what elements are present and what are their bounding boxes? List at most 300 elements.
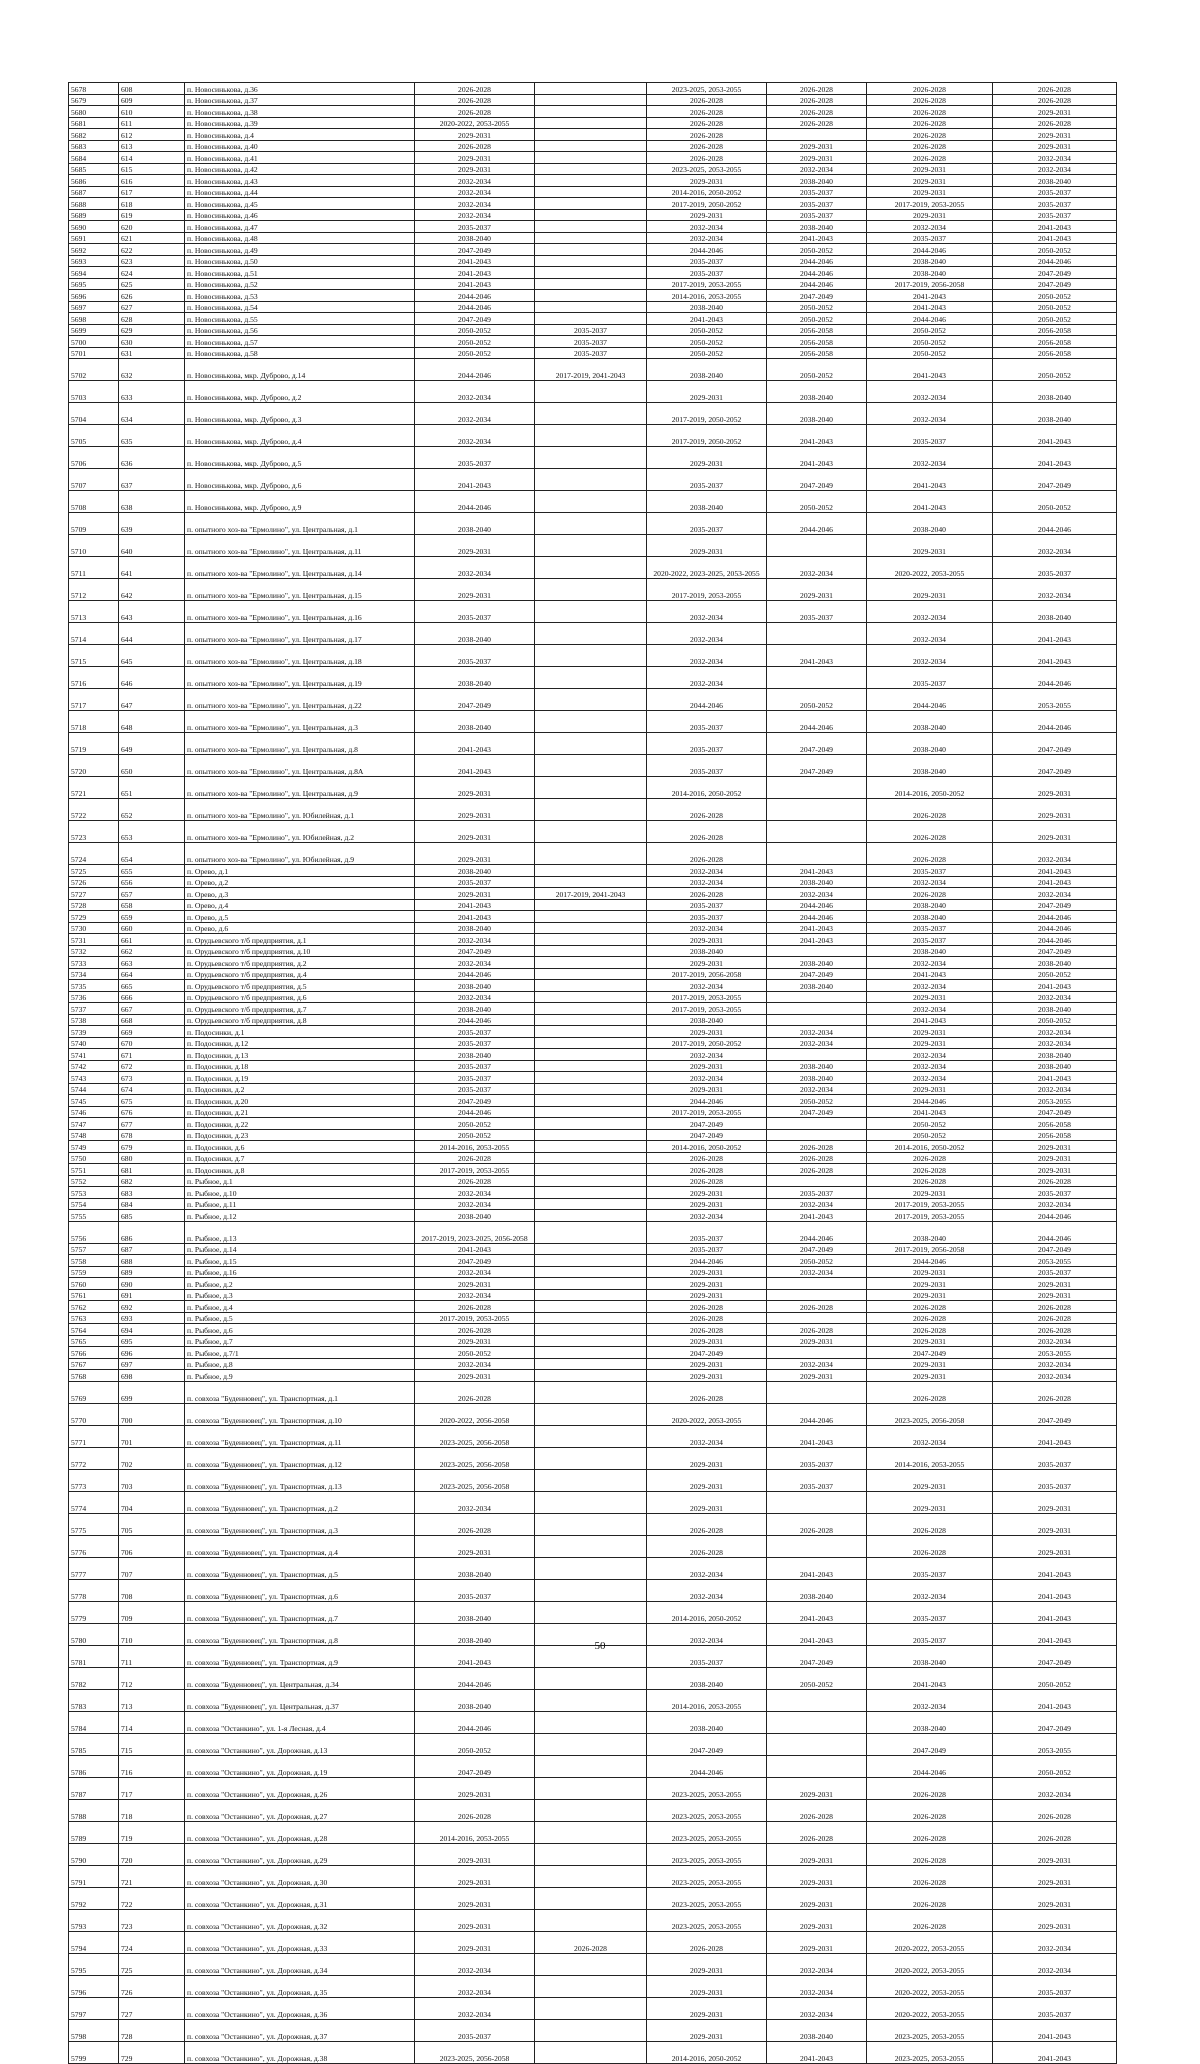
cell-period-5: 2026-2028 xyxy=(867,83,993,95)
cell-address: п. Рыбное, д.9 xyxy=(185,1370,415,1382)
cell-period-6: 2047-2049 xyxy=(993,267,1117,279)
cell-period-4: 2032-2034 xyxy=(767,1358,867,1370)
cell-period-1: 2035-2037 xyxy=(415,1037,535,1049)
cell-period-1: 2032-2034 xyxy=(415,1491,535,1513)
cell-row-number: 5782 xyxy=(69,1667,119,1689)
cell-period-6: 2038-2040 xyxy=(993,1049,1117,1061)
cell-row-number: 5787 xyxy=(69,1777,119,1799)
cell-period-4: 2032-2034 xyxy=(767,1975,867,1997)
cell-period-2 xyxy=(535,934,647,946)
cell-item-number: 669 xyxy=(119,1026,185,1038)
cell-period-2 xyxy=(535,535,647,557)
cell-period-4 xyxy=(767,1733,867,1755)
cell-period-4: 2032-2034 xyxy=(767,1266,867,1278)
table-row xyxy=(69,579,1117,601)
cell-period-5: 2032-2034 xyxy=(867,1689,993,1711)
cell-period-5: 2032-2034 xyxy=(867,381,993,403)
cell-address: п. Новосинькова, д.42 xyxy=(185,163,415,175)
cell-period-2 xyxy=(535,1711,647,1733)
cell-row-number: 5686 xyxy=(69,175,119,187)
cell-row-number: 5776 xyxy=(69,1535,119,1557)
cell-period-2 xyxy=(535,1141,647,1153)
cell-address: п. опытного хоз-ва "Ермолино", ул. Центральная, д.8 xyxy=(185,733,415,755)
cell-period-5: 2044-2046 xyxy=(867,1755,993,1777)
cell-period-3: 2026-2028 xyxy=(647,821,767,843)
cell-period-2 xyxy=(535,957,647,969)
cell-period-2 xyxy=(535,1821,647,1843)
cell-period-2 xyxy=(535,601,647,623)
cell-period-2 xyxy=(535,425,647,447)
cell-period-1: 2035-2037 xyxy=(415,601,535,623)
cell-period-6: 2047-2049 xyxy=(993,945,1117,957)
table-row xyxy=(69,1579,1117,1601)
cell-item-number: 625 xyxy=(119,278,185,290)
table-row xyxy=(69,447,1117,469)
cell-period-6: 2041-2043 xyxy=(993,425,1117,447)
cell-item-number: 616 xyxy=(119,175,185,187)
cell-item-number: 636 xyxy=(119,447,185,469)
cell-item-number: 654 xyxy=(119,843,185,865)
table-row xyxy=(69,1083,1117,1095)
cell-period-1: 2026-2028 xyxy=(415,1152,535,1164)
table-row xyxy=(69,689,1117,711)
cell-period-3: 2017-2019, 2050-2052 xyxy=(647,198,767,210)
cell-period-5: 2029-2031 xyxy=(867,1469,993,1491)
cell-period-1: 2032-2034 xyxy=(415,186,535,198)
cell-period-1: 2017-2019, 2053-2055 xyxy=(415,1164,535,1176)
cell-period-4: 2047-2049 xyxy=(767,968,867,980)
table-row xyxy=(69,1370,1117,1382)
cell-period-3: 2032-2034 xyxy=(647,601,767,623)
cell-period-3: 2032-2034 xyxy=(647,667,767,689)
cell-address: п. совхоза "Буденновец", ул. Транспортная, д.12 xyxy=(185,1447,415,1469)
cell-period-4 xyxy=(767,1381,867,1403)
cell-address: п. Орево, д.3 xyxy=(185,888,415,900)
cell-period-3: 2023-2025, 2053-2055 xyxy=(647,1799,767,1821)
cell-period-5: 2026-2028 xyxy=(867,1777,993,1799)
cell-period-4: 2032-2034 xyxy=(767,1953,867,1975)
cell-item-number: 659 xyxy=(119,911,185,923)
cell-period-4: 2026-2028 xyxy=(767,83,867,95)
cell-period-5: 2029-2031 xyxy=(867,163,993,175)
cell-item-number: 675 xyxy=(119,1095,185,1107)
cell-period-6: 2041-2043 xyxy=(993,623,1117,645)
cell-period-1: 2023-2025, 2056-2058 xyxy=(415,1469,535,1491)
cell-address: п. опытного хоз-ва "Ермолино", ул. Юбилейная, д.1 xyxy=(185,799,415,821)
cell-address: п. совхоза "Буденновец", ул. Транспортная, д.1 xyxy=(185,1381,415,1403)
table-row xyxy=(69,324,1117,336)
cell-period-4 xyxy=(767,1003,867,1015)
cell-period-3: 2026-2028 xyxy=(647,799,767,821)
cell-address: п. Орево, д.1 xyxy=(185,865,415,877)
cell-row-number: 5720 xyxy=(69,755,119,777)
cell-period-5: 2047-2049 xyxy=(867,1733,993,1755)
cell-period-3: 2026-2028 xyxy=(647,888,767,900)
cell-period-2 xyxy=(535,1060,647,1072)
cell-row-number: 5710 xyxy=(69,535,119,557)
cell-period-2 xyxy=(535,152,647,164)
cell-address: п. совхоза "Останкино", ул. Дорожная, д.32 xyxy=(185,1909,415,1931)
cell-period-4: 2047-2049 xyxy=(767,290,867,302)
cell-period-6: 2041-2043 xyxy=(993,232,1117,244)
cell-row-number: 5717 xyxy=(69,689,119,711)
table-row xyxy=(69,2041,1117,2063)
cell-period-5: 2035-2037 xyxy=(867,934,993,946)
cell-period-4: 2044-2046 xyxy=(767,513,867,535)
cell-period-2 xyxy=(535,1513,647,1535)
cell-period-3: 2014-2016, 2050-2052 xyxy=(647,186,767,198)
cell-period-2 xyxy=(535,1198,647,1210)
cell-row-number: 5785 xyxy=(69,1733,119,1755)
cell-address: п. совхоза "Останкино", ул. Дорожная, д.30 xyxy=(185,1865,415,1887)
cell-address: п. Новосинькова, д.51 xyxy=(185,267,415,279)
cell-period-2 xyxy=(535,469,647,491)
table-row xyxy=(69,1141,1117,1153)
cell-period-6: 2050-2052 xyxy=(993,1014,1117,1026)
cell-period-4: 2038-2040 xyxy=(767,1579,867,1601)
cell-period-3: 2032-2034 xyxy=(647,1049,767,1061)
cell-period-1: 2044-2046 xyxy=(415,968,535,980)
cell-period-2 xyxy=(535,301,647,313)
cell-period-5: 2032-2034 xyxy=(867,1060,993,1072)
table-row xyxy=(69,1060,1117,1072)
cell-period-5: 2026-2028 xyxy=(867,1887,993,1909)
cell-period-5: 2029-2031 xyxy=(867,1026,993,1038)
cell-item-number: 661 xyxy=(119,934,185,946)
cell-period-6: 2029-2031 xyxy=(993,1843,1117,1865)
table-row xyxy=(69,1129,1117,1141)
cell-period-3: 2026-2028 xyxy=(647,129,767,141)
cell-row-number: 5727 xyxy=(69,888,119,900)
cell-period-5: 2026-2028 xyxy=(867,1821,993,1843)
cell-address: п. совхоза "Останкино", ул. Дорожная, д.29 xyxy=(185,1843,415,1865)
cell-address: п. Рыбное, д.8 xyxy=(185,1358,415,1370)
cell-period-5: 2038-2040 xyxy=(867,255,993,267)
cell-period-6: 2038-2040 xyxy=(993,403,1117,425)
table-row xyxy=(69,1152,1117,1164)
cell-period-2 xyxy=(535,911,647,923)
cell-period-2 xyxy=(535,733,647,755)
table-row xyxy=(69,667,1117,689)
cell-period-6: 2050-2052 xyxy=(993,313,1117,325)
cell-period-4: 2041-2043 xyxy=(767,2041,867,2063)
cell-address: п. совхоза "Останкино", ул. Дорожная, д.35 xyxy=(185,1975,415,1997)
cell-period-5: 2032-2034 xyxy=(867,1425,993,1447)
cell-period-1: 2038-2040 xyxy=(415,865,535,877)
cell-period-5: 2029-2031 xyxy=(867,1289,993,1301)
cell-period-4: 2032-2034 xyxy=(767,557,867,579)
table-row xyxy=(69,934,1117,946)
cell-period-3: 2029-2031 xyxy=(647,1198,767,1210)
table-row xyxy=(69,899,1117,911)
cell-period-4: 2038-2040 xyxy=(767,1060,867,1072)
cell-period-5: 2026-2028 xyxy=(867,1381,993,1403)
cell-period-5: 2020-2022, 2053-2055 xyxy=(867,1953,993,1975)
cell-row-number: 5689 xyxy=(69,209,119,221)
cell-period-5: 2026-2028 xyxy=(867,1843,993,1865)
cell-period-4: 2047-2049 xyxy=(767,469,867,491)
cell-period-5: 2044-2046 xyxy=(867,1095,993,1107)
cell-item-number: 691 xyxy=(119,1289,185,1301)
cell-period-6: 2029-2031 xyxy=(993,129,1117,141)
cell-address: п. Новосинькова, д.50 xyxy=(185,255,415,267)
cell-item-number: 627 xyxy=(119,301,185,313)
cell-row-number: 5752 xyxy=(69,1175,119,1187)
cell-address: п. совхоза "Останкино", ул. Дорожная, д.36 xyxy=(185,1997,415,2019)
table-row xyxy=(69,911,1117,923)
cell-period-5: 2017-2019, 2056-2058 xyxy=(867,1243,993,1255)
cell-item-number: 666 xyxy=(119,991,185,1003)
cell-period-6: 2041-2043 xyxy=(993,1425,1117,1447)
cell-period-6: 2038-2040 xyxy=(993,1060,1117,1072)
cell-period-5: 2032-2034 xyxy=(867,623,993,645)
cell-period-5: 2026-2028 xyxy=(867,843,993,865)
cell-period-1: 2032-2034 xyxy=(415,1289,535,1301)
cell-period-6: 2032-2034 xyxy=(993,991,1117,1003)
cell-item-number: 619 xyxy=(119,209,185,221)
cell-row-number: 5746 xyxy=(69,1106,119,1118)
cell-period-1: 2038-2040 xyxy=(415,623,535,645)
cell-period-4: 2041-2043 xyxy=(767,1557,867,1579)
cell-row-number: 5764 xyxy=(69,1324,119,1336)
cell-item-number: 652 xyxy=(119,799,185,821)
cell-address: п. Новосинькова, д.40 xyxy=(185,140,415,152)
cell-period-4: 2047-2049 xyxy=(767,733,867,755)
cell-row-number: 5788 xyxy=(69,1799,119,1821)
cell-row-number: 5708 xyxy=(69,491,119,513)
cell-period-1: 2029-2031 xyxy=(415,1865,535,1887)
cell-period-6: 2032-2034 xyxy=(993,535,1117,557)
cell-period-6: 2026-2028 xyxy=(993,1799,1117,1821)
cell-period-3: 2020-2022, 2023-2025, 2053-2055 xyxy=(647,557,767,579)
cell-address: п. Подосинки, д.2 xyxy=(185,1083,415,1095)
cell-row-number: 5739 xyxy=(69,1026,119,1038)
cell-period-5: 2026-2028 xyxy=(867,94,993,106)
cell-period-1: 2032-2034 xyxy=(415,1187,535,1199)
cell-period-4: 2026-2028 xyxy=(767,106,867,118)
cell-period-5: 2029-2031 xyxy=(867,175,993,187)
cell-address: п. Подосинки, д.13 xyxy=(185,1049,415,1061)
cell-period-3: 2044-2046 xyxy=(647,1095,767,1107)
cell-period-4: 2032-2034 xyxy=(767,1198,867,1210)
cell-row-number: 5775 xyxy=(69,1513,119,1535)
cell-period-1: 2032-2034 xyxy=(415,1358,535,1370)
cell-period-6: 2035-2037 xyxy=(993,1187,1117,1199)
cell-period-1: 2047-2049 xyxy=(415,1095,535,1107)
cell-period-2 xyxy=(535,209,647,221)
cell-period-2 xyxy=(535,711,647,733)
cell-item-number: 719 xyxy=(119,1821,185,1843)
cell-row-number: 5773 xyxy=(69,1469,119,1491)
cell-period-5: 2044-2046 xyxy=(867,313,993,325)
table-row xyxy=(69,1755,1117,1777)
cell-period-2 xyxy=(535,980,647,992)
cell-address: п. Орудьевского т/б предприятия, д.4 xyxy=(185,968,415,980)
cell-period-6: 2047-2049 xyxy=(993,1243,1117,1255)
cell-row-number: 5701 xyxy=(69,347,119,359)
cell-row-number: 5704 xyxy=(69,403,119,425)
cell-row-number: 5723 xyxy=(69,821,119,843)
table-row xyxy=(69,991,1117,1003)
table-row xyxy=(69,711,1117,733)
cell-period-1: 2050-2052 xyxy=(415,1129,535,1141)
cell-period-3: 2023-2025, 2053-2055 xyxy=(647,1777,767,1799)
cell-period-3: 2035-2037 xyxy=(647,733,767,755)
table-row xyxy=(69,336,1117,348)
cell-row-number: 5777 xyxy=(69,1557,119,1579)
cell-period-2 xyxy=(535,1799,647,1821)
cell-period-5: 2026-2028 xyxy=(867,1301,993,1313)
cell-address: п. совхоза "Останкино", ул. Дорожная, д.31 xyxy=(185,1887,415,1909)
cell-address: п. Новосинькова, д.53 xyxy=(185,290,415,302)
cell-period-2 xyxy=(535,991,647,1003)
cell-period-5: 2038-2040 xyxy=(867,711,993,733)
cell-period-2 xyxy=(535,117,647,129)
cell-item-number: 610 xyxy=(119,106,185,118)
cell-period-5: 2038-2040 xyxy=(867,899,993,911)
cell-address: п. Рыбное, д.13 xyxy=(185,1221,415,1243)
cell-period-2 xyxy=(535,1370,647,1382)
cell-item-number: 649 xyxy=(119,733,185,755)
cell-period-1: 2041-2043 xyxy=(415,255,535,267)
cell-item-number: 660 xyxy=(119,922,185,934)
cell-period-1: 2050-2052 xyxy=(415,324,535,336)
cell-address: п. Новосинькова, мкр. Дуброво, д.5 xyxy=(185,447,415,469)
cell-period-5: 2050-2052 xyxy=(867,336,993,348)
cell-period-6: 2032-2034 xyxy=(993,1037,1117,1049)
cell-period-1: 2032-2034 xyxy=(415,1953,535,1975)
cell-row-number: 5759 xyxy=(69,1266,119,1278)
cell-period-5: 2017-2019, 2053-2055 xyxy=(867,1210,993,1222)
cell-period-4: 2032-2034 xyxy=(767,1083,867,1095)
cell-row-number: 5772 xyxy=(69,1447,119,1469)
cell-period-5: 2032-2034 xyxy=(867,876,993,888)
cell-period-3: 2017-2019, 2053-2055 xyxy=(647,991,767,1003)
cell-address: п. совхоза "Буденновец", ул. Транспортная, д.8 xyxy=(185,1623,415,1645)
cell-period-3: 2038-2040 xyxy=(647,1711,767,1733)
table-row xyxy=(69,755,1117,777)
cell-row-number: 5771 xyxy=(69,1425,119,1447)
cell-period-6: 2044-2046 xyxy=(993,711,1117,733)
cell-period-2: 2017-2019, 2041-2043 xyxy=(535,359,647,381)
cell-period-6: 2032-2034 xyxy=(993,1358,1117,1370)
cell-period-4: 2038-2040 xyxy=(767,2019,867,2041)
cell-period-3: 2026-2028 xyxy=(647,1301,767,1313)
cell-item-number: 690 xyxy=(119,1278,185,1290)
cell-period-1: 2038-2040 xyxy=(415,711,535,733)
cell-item-number: 703 xyxy=(119,1469,185,1491)
cell-period-1: 2044-2046 xyxy=(415,301,535,313)
cell-item-number: 721 xyxy=(119,1865,185,1887)
cell-period-2 xyxy=(535,1175,647,1187)
cell-period-3: 2029-2031 xyxy=(647,1278,767,1290)
cell-row-number: 5791 xyxy=(69,1865,119,1887)
cell-period-2 xyxy=(535,1381,647,1403)
cell-item-number: 698 xyxy=(119,1370,185,1382)
cell-period-3: 2032-2034 xyxy=(647,645,767,667)
cell-item-number: 713 xyxy=(119,1689,185,1711)
cell-item-number: 609 xyxy=(119,94,185,106)
cell-period-1: 2038-2040 xyxy=(415,1210,535,1222)
cell-period-1: 2029-2031 xyxy=(415,1777,535,1799)
cell-period-2 xyxy=(535,186,647,198)
cell-item-number: 633 xyxy=(119,381,185,403)
cell-row-number: 5797 xyxy=(69,1997,119,2019)
cell-period-5: 2014-2016, 2050-2052 xyxy=(867,777,993,799)
cell-period-1: 2047-2049 xyxy=(415,1755,535,1777)
cell-row-number: 5711 xyxy=(69,557,119,579)
cell-period-4: 2041-2043 xyxy=(767,1210,867,1222)
cell-address: п. Рыбное, д.7/1 xyxy=(185,1347,415,1359)
cell-period-3: 2026-2028 xyxy=(647,1513,767,1535)
cell-period-1: 2044-2046 xyxy=(415,491,535,513)
cell-period-1: 2032-2034 xyxy=(415,1266,535,1278)
cell-period-6: 2038-2040 xyxy=(993,381,1117,403)
cell-period-1: 2035-2037 xyxy=(415,1579,535,1601)
cell-address: п. Подосинки, д.23 xyxy=(185,1129,415,1141)
cell-period-1: 2026-2028 xyxy=(415,1381,535,1403)
cell-period-4: 2044-2046 xyxy=(767,711,867,733)
table-row xyxy=(69,1301,1117,1313)
cell-row-number: 5735 xyxy=(69,980,119,992)
cell-period-4: 2026-2028 xyxy=(767,1164,867,1176)
cell-address: п. Орево, д.2 xyxy=(185,876,415,888)
cell-item-number: 724 xyxy=(119,1931,185,1953)
cell-period-2 xyxy=(535,447,647,469)
cell-item-number: 711 xyxy=(119,1645,185,1667)
cell-item-number: 648 xyxy=(119,711,185,733)
cell-item-number: 657 xyxy=(119,888,185,900)
cell-period-6: 2044-2046 xyxy=(993,513,1117,535)
cell-period-2 xyxy=(535,1106,647,1118)
cell-row-number: 5769 xyxy=(69,1381,119,1403)
cell-period-2 xyxy=(535,513,647,535)
cell-period-6: 2029-2031 xyxy=(993,799,1117,821)
cell-period-4: 2050-2052 xyxy=(767,313,867,325)
cell-period-6: 2026-2028 xyxy=(993,83,1117,95)
cell-item-number: 716 xyxy=(119,1755,185,1777)
cell-period-1: 2044-2046 xyxy=(415,1667,535,1689)
cell-period-1: 2035-2037 xyxy=(415,2019,535,2041)
cell-row-number: 5713 xyxy=(69,601,119,623)
cell-address: п. Новосинькова, мкр. Дуброво, д.9 xyxy=(185,491,415,513)
cell-period-1: 2041-2043 xyxy=(415,1645,535,1667)
cell-period-5: 2026-2028 xyxy=(867,799,993,821)
cell-row-number: 5731 xyxy=(69,934,119,946)
cell-address: п. совхоза "Буденновец", ул. Транспортная, д.5 xyxy=(185,1557,415,1579)
cell-period-5: 2029-2031 xyxy=(867,186,993,198)
cell-period-2 xyxy=(535,83,647,95)
cell-period-2 xyxy=(535,579,647,601)
cell-period-2 xyxy=(535,232,647,244)
cell-period-3: 2029-2031 xyxy=(647,1289,767,1301)
cell-period-6: 2026-2028 xyxy=(993,1301,1117,1313)
cell-period-3: 2026-2028 xyxy=(647,94,767,106)
cell-period-5: 2023-2025, 2053-2055 xyxy=(867,2041,993,2063)
cell-period-6: 2041-2043 xyxy=(993,980,1117,992)
cell-address: п. совхоза "Останкино", ул. Дорожная, д.26 xyxy=(185,1777,415,1799)
cell-address: п. совхоза "Буденновец", ул. Транспортная, д.6 xyxy=(185,1579,415,1601)
table-row xyxy=(69,255,1117,267)
cell-period-2 xyxy=(535,491,647,513)
cell-period-6: 2032-2034 xyxy=(993,1370,1117,1382)
cell-period-3: 2017-2019, 2053-2055 xyxy=(647,1106,767,1118)
table-row xyxy=(69,129,1117,141)
cell-period-2 xyxy=(535,1210,647,1222)
cell-period-2 xyxy=(535,267,647,279)
cell-period-2 xyxy=(535,1909,647,1931)
cell-row-number: 5682 xyxy=(69,129,119,141)
